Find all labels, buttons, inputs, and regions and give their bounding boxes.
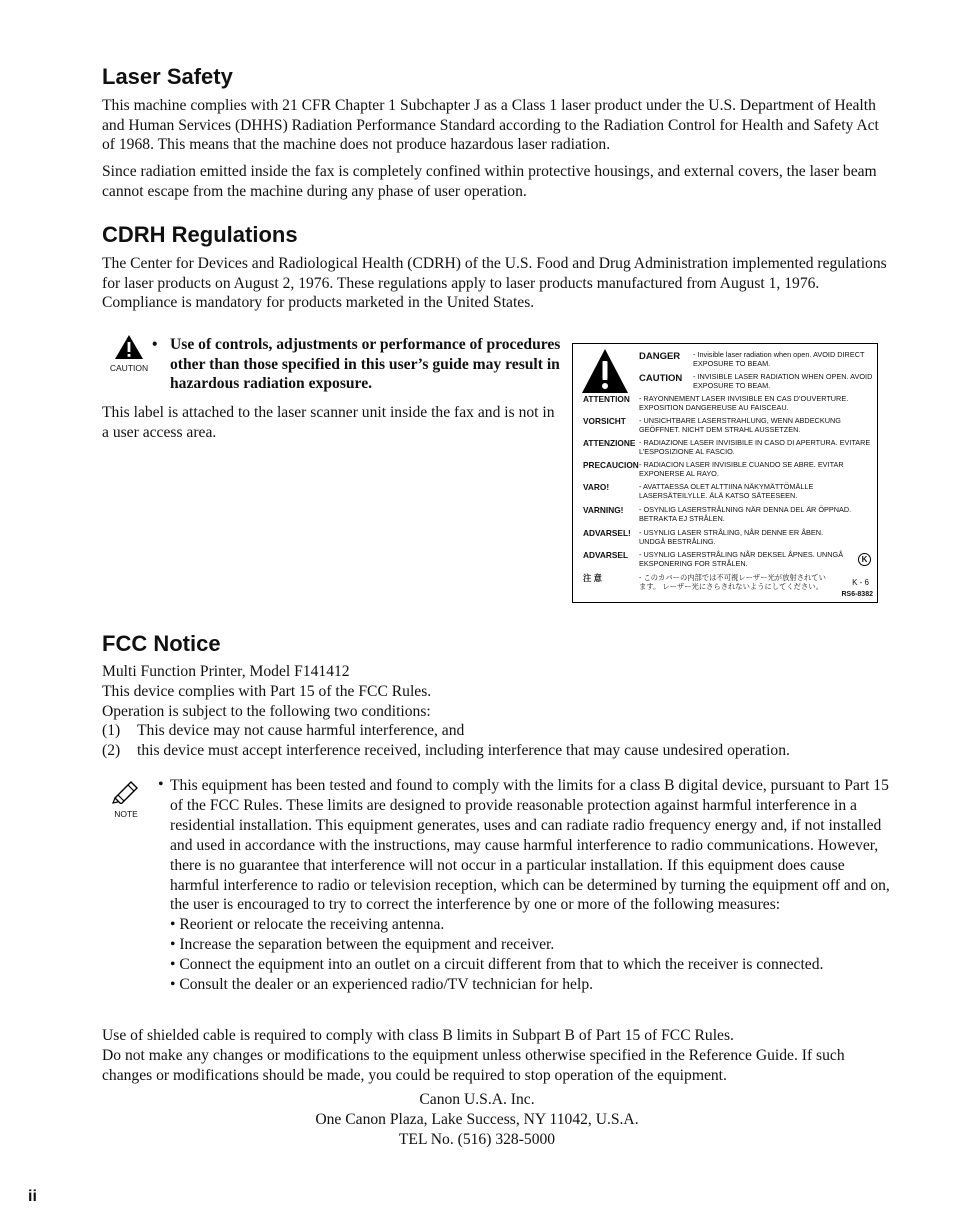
bullet: • [158, 776, 164, 793]
fcc-line: Multi Function Printer, Model F141412 [102, 663, 350, 680]
fcc-heading: FCC Notice [102, 631, 221, 656]
laser-safety-paragraph-2: Since radiation emitted inside the fax is completely confined within protective housings, and external covers, the laser beam cannot escape from the machine during any phase of user operation. [102, 163, 877, 200]
note-icon [110, 778, 142, 819]
laser-safety-heading: Laser Safety [102, 64, 233, 89]
fcc-measure: • Consult the dealer or an experienced radio/TV technician for help. [170, 976, 594, 994]
caution-icon-label: CAUTION [109, 363, 149, 373]
label-code-1: K - 6 [852, 578, 869, 587]
fcc-measure: • Reorient or relocate the receiving antenna. [170, 916, 445, 934]
modifications-text: Do not make any changes or modifications to the equipment unless otherwise specified in the Reference Guide. If such changes or modifications should be made, you could be required to stop operation of the equipment. [102, 1046, 845, 1084]
company-phone: TEL No. (516) 328-5000 [398, 1130, 556, 1148]
fcc-measure: • Connect the equipment into an outlet on a circuit different from that to which the receiver is connected. [170, 956, 824, 974]
fcc-line: This device complies with Part 15 of the FCC Rules. [102, 682, 432, 700]
fcc-line: Operation is subject to the following two conditions: [102, 702, 431, 720]
caution-value: - INVISIBLE LASER RADIATION WHEN OPEN. AVOID EXPOSURE TO BEAM. [693, 372, 873, 390]
caution-icon [106, 334, 152, 373]
label-code-2: RS6-8382 [841, 591, 873, 598]
fcc-condition: (1) This device may not cause harmful interference, and [102, 722, 465, 740]
page-number: ii [28, 1188, 37, 1205]
fcc-measure: • Increase the separation between the equipment and receiver. [170, 936, 555, 954]
caution-statement [152, 335, 562, 394]
fcc-note [158, 776, 894, 995]
fcc-condition: (2) this device must accept interference received, including interference that may cause undesired operation. [102, 742, 790, 760]
shielded-cable-text: Use of shielded cable is required to comply with class B limits in Subpart B of Part 15 of FCC Rules. [102, 1027, 734, 1044]
cdrh-heading: CDRH Regulations [102, 222, 298, 247]
bullet: • [152, 336, 158, 353]
company-name: Canon U.S.A. Inc. [419, 1091, 535, 1108]
caution-statement-text: Use of controls, adjustments or performance of procedures other than those specified in this user’s guide may result in hazardous radiation exposure. [170, 336, 561, 393]
fcc-footer-text [102, 1026, 892, 1085]
warning-triangle-icon [581, 348, 629, 394]
company-address [102, 1090, 852, 1149]
caution-key: CAUTION [639, 373, 683, 384]
cdrh-paragraph: The Center for Devices and Radiological Health (CDRH) of the U.S. Food and Drug Administration implemented regulations for laser products on August 2, 1976. These regulations apply to laser products manufactured from August 1, 1976. Compliance is mandatory for products marketed in the United States. [102, 255, 887, 312]
danger-key: DANGER [639, 351, 681, 362]
company-street: One Canon Plaza, Lake Success, NY 11042, U.S.A. [315, 1110, 639, 1128]
label-location-paragraph: This label is attached to the laser scanner unit inside the fax and is not in a user access area. [102, 404, 555, 441]
laser-safety-paragraph-1: This machine complies with 21 CFR Chapter 1 Subchapter J as a Class 1 laser product under the U.S. Department of Health and Human Services (DHHS) Radiation Performance Standard according to the Radiation Control for Health and Safety Act of 1968. This means that the machine does not produce hazardous laser radiation. [102, 97, 879, 154]
danger-value: - Invisible laser radiation when open. AVOID DIRECT EXPOSURE TO BEAM. [693, 350, 865, 368]
certification-mark-icon: K [858, 553, 871, 566]
note-icon-label: NOTE [114, 809, 138, 819]
laser-warning-label: DANGER - Invisible laser radiation when open. AVOID DIRECT EXPOSURE TO BEAM. CAUTION - INVISIBLE LASER RADIATION WHEN OPEN. AVOID EXPOSURE TO BEAM. ATTENTION - RAYONNEMENT LASER INVISIBLE EN CAS D’OUVERTURE. EXPOSITION DANGEREUSE AU FAISCEAU. VORSICHT - UNSICHTBARE LASERSTRAHLUNG, WENN ABDECKUNG GEÖFFNET. NICHT DEM STRAHL AUSSETZEN. ATTENZIONE - RADIAZIONE LASER INVISIBILE IN CASO DI APERTURA. EVITARE L’ESPOSIZIONE AL FASCIO. PRECAUCION - RADIACION LASER INVISIBLE CUANDO SE ABRE. EVITAR EXPONERSE AL RAYO. VARO! - AVATTAESSA OLET ALTTIINA NÄKYMÄTTÖMÄLLE LASERSÄTEILYLLE. ÄLÄ KATSO SÄTEESEEN. VARNING! - OSYNLIG LASERSTRÅLNING NÄR DENNA DEL ÄR ÖPPNAD. BETRAKTA EJ STRÅLEN. ADVARSEL! - USYNLIG LASER STRÅLING, NÅR DENNE ER ÅBEN. UNDGÅ BESTRÅLING. ADVARSEL - USYNLIG LASERSTRÅLING NÅR DEKSEL ÅPNES. UNNGÅ EKSPONERING FOR STRÅLEN. 注 意 - このカバーの内部では不可視レーザー光が放射されています。 レーザー光にさらされないようにしてください。 K K - 6 RS6-8382 [572, 343, 878, 603]
fcc-device-info [102, 662, 892, 761]
fcc-note-text: This equipment has been tested and found to comply with the limits for a class B digital device, pursuant to Part 15 of the FCC Rules. These limits are designed to provide reasonable protection against harmful interference in a residential installation. This equipment generates, uses and can radiate radio frequency energy and, if not installed and used in accordance with the instructions, may cause harmful interference to radio communications. However, there is no guarantee that interference will not occur in a particular installation. If this equipment does cause harmful interference to radio or television reception, which can be determined by turning the equipment off and on, the user is encouraged to try to correct the interference by one or more of the following measures: [170, 777, 890, 914]
